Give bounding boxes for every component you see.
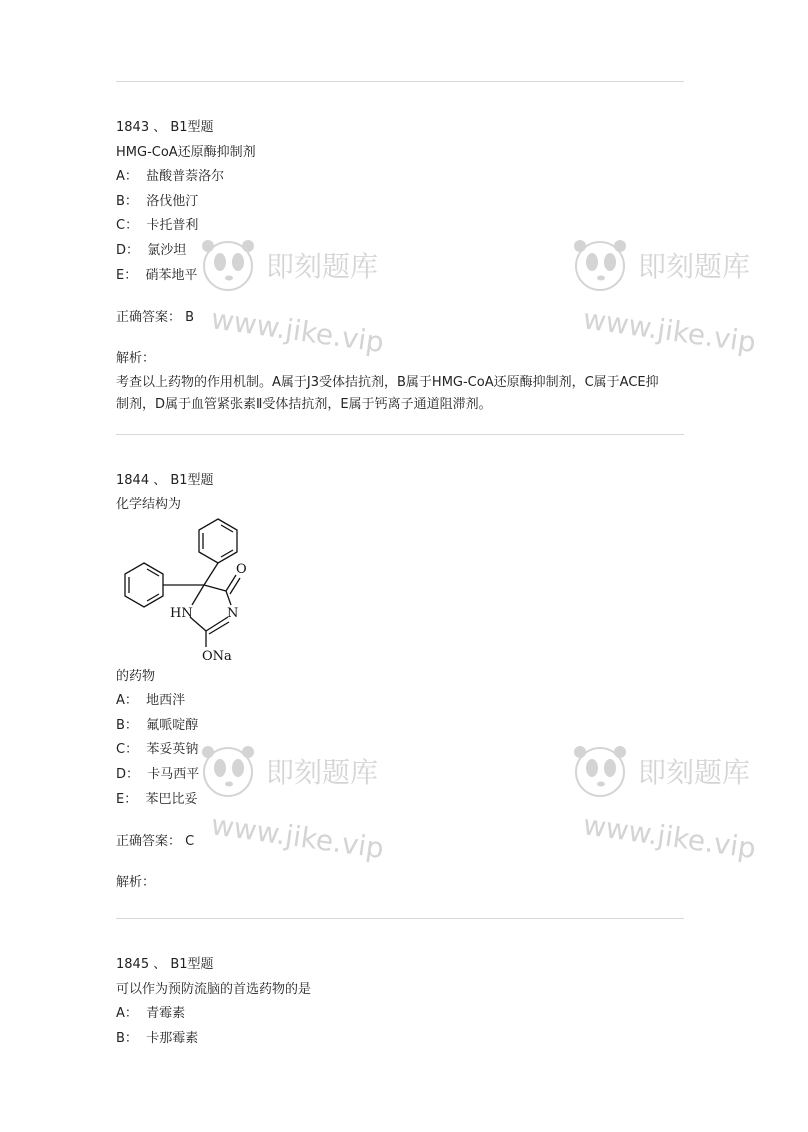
atom-n: N (227, 606, 239, 621)
analysis-label: 解析： (116, 351, 156, 366)
option-text: 苯妥英钠 (146, 742, 199, 757)
answer-line (116, 833, 194, 851)
panda-logo-icon (568, 738, 808, 888)
chemical-structure-diagram (116, 513, 276, 663)
option-key: E： (116, 268, 138, 283)
divider (116, 81, 684, 82)
option-a (116, 168, 224, 186)
watermark-url: www.jike.vip (581, 302, 758, 360)
phenyl-ring-top (199, 519, 237, 563)
question-header: 1843 、 B1型题 (116, 120, 214, 135)
watermark (568, 232, 808, 382)
divider (116, 434, 684, 435)
option-c (116, 741, 198, 759)
answer-label: 正确答案： (116, 834, 182, 849)
question-header: 1845 、 B1型题 (116, 957, 214, 972)
option-e (116, 267, 198, 285)
analysis-label: 解析： (116, 875, 156, 890)
watermark (568, 738, 808, 888)
option-text: 盐酸普萘洛尔 (146, 169, 225, 184)
question-stem: HMG-CoA还原酶抑制剂 (116, 145, 256, 160)
atom-o: O (236, 562, 247, 577)
option-a (116, 1005, 185, 1023)
option-b (116, 717, 198, 735)
option-text: 卡那霉素 (146, 1031, 199, 1046)
option-text: 卡马西平 (147, 767, 200, 782)
option-key: D： (116, 243, 140, 258)
option-key: E： (116, 792, 138, 807)
option-a (116, 692, 185, 710)
watermark-url: www.jike.vip (209, 302, 386, 360)
option-text: 地西泮 (146, 693, 186, 708)
option-key: C： (116, 742, 139, 757)
option-key: B： (116, 718, 138, 733)
option-d (116, 242, 186, 260)
watermark-brand: 即刻题库 (266, 756, 379, 789)
atom-hn: HN (170, 606, 193, 621)
option-d (116, 766, 199, 784)
option-b (116, 193, 198, 211)
option-b (116, 1030, 198, 1048)
watermark-brand: 即刻题库 (638, 250, 751, 283)
option-key: C： (116, 218, 139, 233)
question-stem-continued: 的药物 (116, 669, 156, 684)
answer-value: B (185, 310, 195, 325)
answer-label: 正确答案： (116, 310, 182, 325)
watermark-url: www.jike.vip (581, 808, 758, 866)
analysis-text: 考查以上药物的作用机制。A属于J3受体拮抗剂，B属于HMG-CoA还原酶抑制剂，C属于ACE抑制剂，D属于血管紧张素Ⅱ受体拮抗剂，E属于钙离子通道阻滞剂。 (116, 375, 659, 412)
option-text: 洛伐他汀 (146, 194, 199, 209)
option-key: B： (116, 1031, 138, 1046)
option-text: 氯沙坦 (147, 243, 187, 258)
option-key: A： (116, 693, 138, 708)
option-text: 苯巴比妥 (145, 792, 198, 807)
watermark-url: www.jike.vip (209, 808, 386, 866)
option-key: A： (116, 1006, 138, 1021)
atom-ona: ONa (202, 649, 232, 664)
option-text: 青霉素 (146, 1006, 186, 1021)
watermark-brand: 即刻题库 (638, 756, 751, 789)
option-key: B： (116, 194, 138, 209)
watermark-brand: 即刻题库 (266, 250, 379, 283)
answer-line (116, 309, 194, 327)
answer-value: C (185, 834, 195, 849)
option-text: 氟哌啶醇 (146, 718, 199, 733)
option-text: 硝苯地平 (145, 268, 198, 283)
option-key: A： (116, 169, 138, 184)
option-e (116, 791, 198, 809)
panda-logo-icon (568, 232, 808, 382)
phenyl-ring-left (125, 563, 163, 607)
question-stem: 可以作为预防流脑的首选药物的是 (116, 982, 312, 997)
option-c (116, 217, 198, 235)
option-key: D： (116, 767, 140, 782)
option-text: 卡托普利 (146, 218, 199, 233)
watermark (196, 738, 436, 888)
watermark (196, 232, 436, 382)
divider (116, 918, 684, 919)
panda-logo-icon (196, 738, 436, 888)
question-header: 1844 、 B1型题 (116, 473, 214, 488)
panda-logo-icon (196, 232, 436, 382)
question-stem: 化学结构为 (116, 497, 182, 512)
